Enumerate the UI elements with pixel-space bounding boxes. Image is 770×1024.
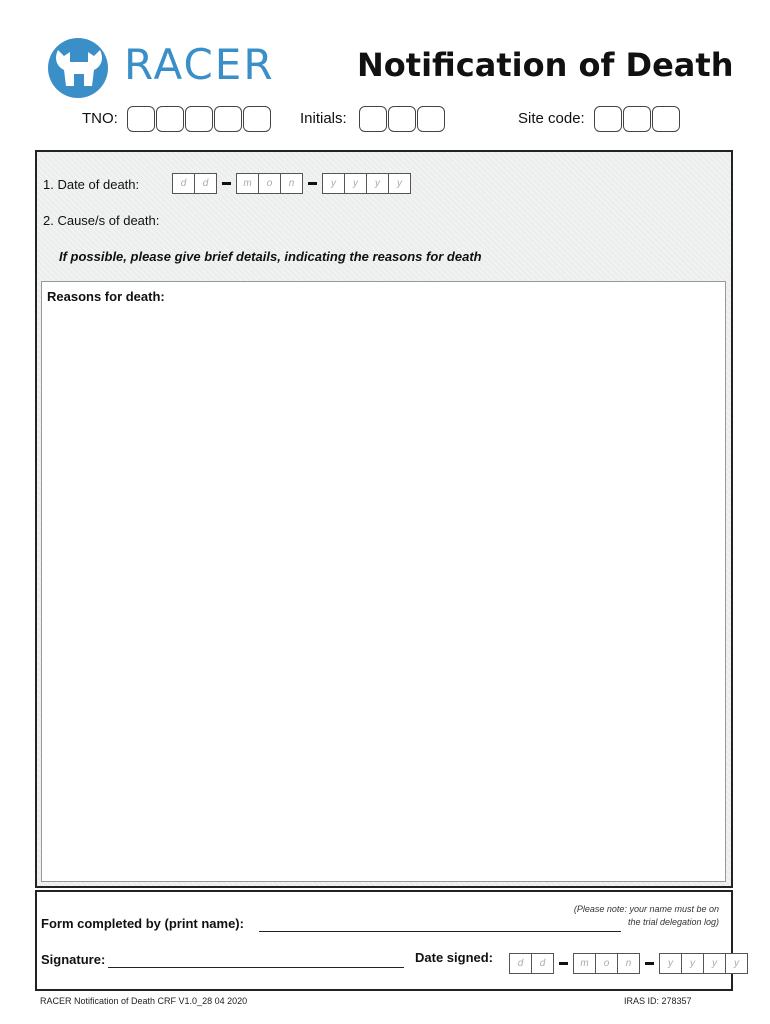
date-of-death-label: 1. Date of death: <box>43 177 140 192</box>
tno-box[interactable] <box>214 106 242 132</box>
tno-label: TNO: <box>82 110 118 127</box>
site-code-box[interactable] <box>652 106 680 132</box>
tno-field[interactable] <box>127 106 271 132</box>
logo-wordmark: RACER <box>124 40 275 89</box>
death-details-panel <box>35 150 733 888</box>
tno-box[interactable] <box>156 106 184 132</box>
site-code-box[interactable] <box>594 106 622 132</box>
footer-iras-id: IRAS ID: 278357 <box>624 996 692 1006</box>
footer-version: RACER Notification of Death CRF V1.0_28 04 2020 <box>40 996 248 1006</box>
delegation-note: (Please note: your name must be on the trial delegation log) <box>573 904 719 927</box>
racer-logo <box>44 36 304 100</box>
date-signed-field[interactable] <box>509 953 747 974</box>
initials-field[interactable] <box>359 106 445 132</box>
initials-box[interactable] <box>417 106 445 132</box>
tno-box[interactable] <box>243 106 271 132</box>
site-code-label: Site code: <box>518 110 585 127</box>
date-month-cell[interactable]: n <box>617 953 640 974</box>
date-separator <box>308 182 317 185</box>
site-code-box[interactable] <box>623 106 651 132</box>
completed-by-label: Form completed by (print name): <box>41 916 244 931</box>
date-year-cell[interactable]: y <box>388 173 411 194</box>
date-month-cell[interactable]: m <box>573 953 596 974</box>
date-month-cell[interactable]: n <box>280 173 303 194</box>
site-code-field[interactable] <box>594 106 680 132</box>
signoff-panel <box>35 890 739 991</box>
date-year-cell[interactable]: y <box>344 173 367 194</box>
date-of-death-field[interactable] <box>172 173 410 194</box>
initials-label: Initials: <box>300 110 347 127</box>
tno-box[interactable] <box>185 106 213 132</box>
date-day-cell[interactable]: d <box>531 953 554 974</box>
date-separator <box>559 962 568 965</box>
date-month-cell[interactable]: o <box>258 173 281 194</box>
racer-logo-icon <box>44 36 114 100</box>
tno-box[interactable] <box>127 106 155 132</box>
date-day-cell[interactable]: d <box>509 953 532 974</box>
completed-by-field[interactable] <box>259 931 621 932</box>
date-day-cell[interactable]: d <box>172 173 195 194</box>
signature-label: Signature: <box>41 952 106 967</box>
date-year-cell[interactable]: y <box>322 173 345 194</box>
date-month-cell[interactable]: o <box>595 953 618 974</box>
date-separator <box>222 182 231 185</box>
initials-box[interactable] <box>359 106 387 132</box>
initials-box[interactable] <box>388 106 416 132</box>
date-year-cell[interactable]: y <box>681 953 704 974</box>
reasons-textarea[interactable] <box>41 281 726 882</box>
date-year-cell[interactable]: y <box>703 953 726 974</box>
reasons-label: Reasons for death: <box>47 289 165 304</box>
date-day-cell[interactable]: d <box>194 173 217 194</box>
date-year-cell[interactable]: y <box>366 173 389 194</box>
page-title: Notification of Death <box>357 46 734 84</box>
date-month-cell[interactable]: m <box>236 173 259 194</box>
signature-field[interactable] <box>108 967 404 968</box>
date-year-cell[interactable]: y <box>725 953 748 974</box>
date-signed-label: Date signed: <box>415 950 494 965</box>
date-year-cell[interactable]: y <box>659 953 682 974</box>
date-separator <box>645 962 654 965</box>
cause-hint: If possible, please give brief details, indicating the reasons for death <box>59 249 482 264</box>
cause-of-death-label: 2. Cause/s of death: <box>43 213 160 228</box>
